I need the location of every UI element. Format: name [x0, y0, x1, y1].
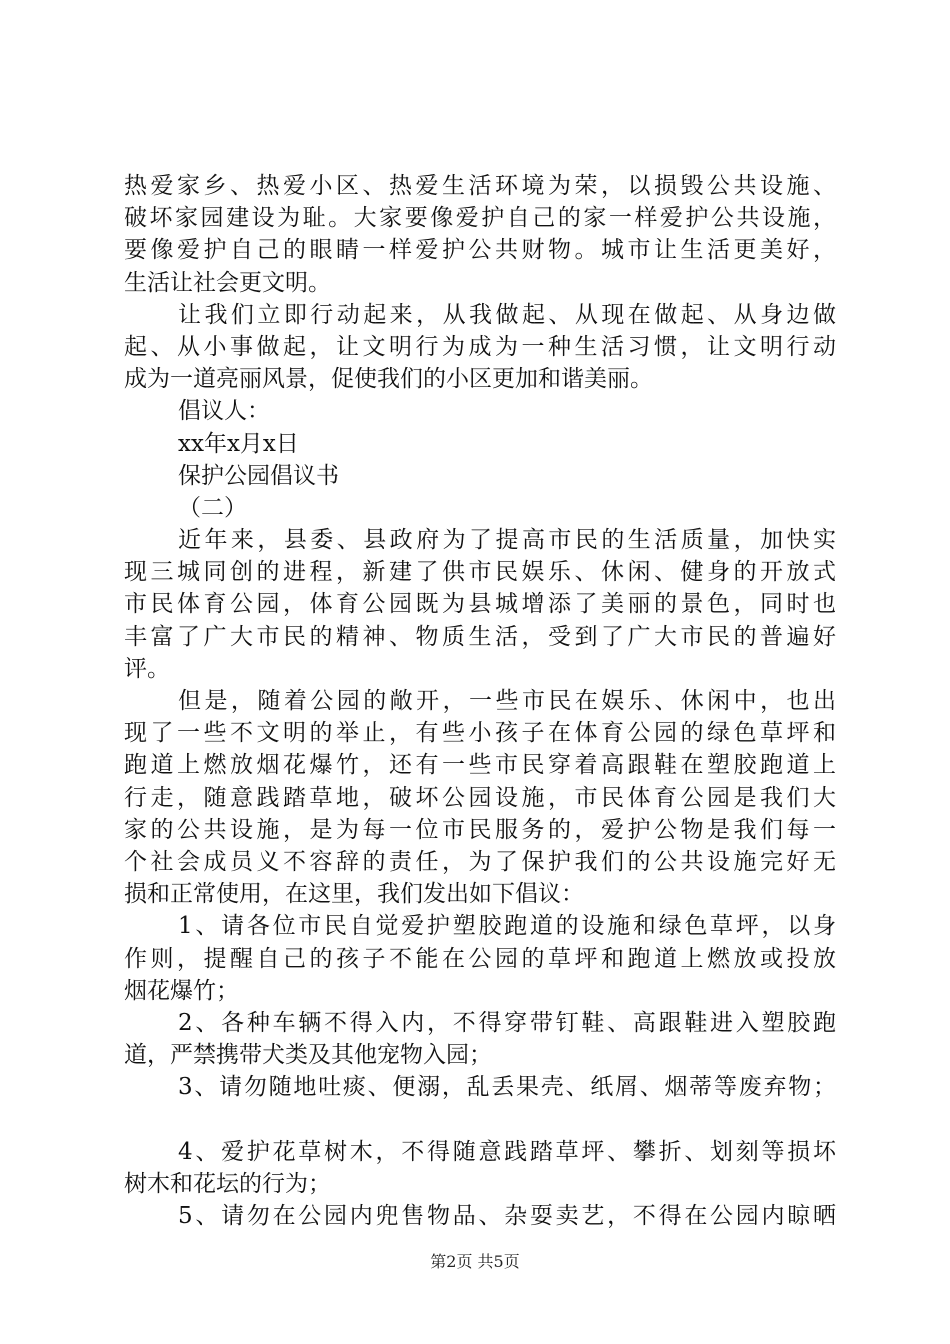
page-number: 第2页 共5页: [430, 1252, 520, 1271]
page-footer: [0, 1249, 950, 1272]
text-line: 个社会成员义不容辞的责任，为了保护我们的公共设施完好无: [124, 848, 836, 875]
list-item-1: 1、请各位市民自觉爱护塑胶跑道的设施和绿色草坪，以身: [178, 913, 836, 940]
list-item-3: 3、请勿随地吐痰、便溺，乱丢果壳、纸屑、烟蒂等废弃物；: [178, 1074, 836, 1101]
section-number: （二）: [178, 494, 247, 521]
text-line: 损和正常使用，在这里，我们发出如下倡议：: [124, 881, 584, 908]
text-line: 市民体育公园，体育公园既为县城增添了美丽的景色，同时也: [124, 591, 836, 618]
text-line: 跑道上燃放烟花爆竹，还有一些市民穿着高跟鞋在塑胶跑道上: [124, 752, 836, 779]
text-line: 但是，随着公园的敞开，一些市民在娱乐、休闲中，也出: [178, 688, 836, 714]
text-line: 现了一些不文明的举止，有些小孩子在体育公园的绿色草坪和: [124, 720, 836, 747]
text-line: 热爱家乡、热爱小区、热爱生活环境为荣，以损毁公共设施、: [124, 173, 836, 199]
text-line: 生活让社会更文明。: [124, 269, 331, 296]
text-line: 成为一道亮丽风景，促使我们的小区更加和谐美丽。: [124, 366, 653, 393]
text-line: 现三城同创的进程，新建了供市民娱乐、休闲、健身的开放式: [124, 559, 836, 586]
text-line: 道，严禁携带犬类及其他宠物入园；: [124, 1042, 492, 1069]
text-line: 树木和花坛的行为；: [124, 1170, 331, 1197]
text-line: 作则，提醒自己的孩子不能在公园的草坪和跑道上燃放或投放: [124, 945, 836, 972]
text-line: 家的公共设施，是为每一位市民服务的，爱护公物是我们每一: [124, 816, 836, 843]
list-item-2: 2、各种车辆不得入内，不得穿带钉鞋、高跟鞋进入塑胶跑: [178, 1009, 836, 1036]
blank-line: [124, 1103, 836, 1135]
list-item-5: 5、请勿在公园内兜售物品、杂耍卖艺，不得在公园内晾晒: [178, 1203, 836, 1229]
date-line: xx年x月x日: [178, 430, 299, 457]
text-line: 起、从小事做起，让文明行为成为一种生活习惯，让文明行动: [124, 333, 836, 360]
text-line: 丰富了广大市民的精神、物质生活，受到了广大市民的普遍好: [124, 623, 836, 650]
text-line: 要像爱护自己的眼睛一样爱护公共财物。城市让生活更美好，: [124, 237, 836, 264]
text-line: 让我们立即行动起来，从我做起、从现在做起、从身边做: [178, 301, 836, 328]
text-line: 烟花爆竹；: [124, 977, 239, 1004]
list-item-4: 4、爱护花草树木，不得随意践踏草坪、攀折、划刻等损坏: [178, 1138, 836, 1165]
document-body: [124, 170, 836, 1232]
section-title: 保护公园倡议书: [178, 462, 339, 489]
signatory-label: 倡议人：: [178, 398, 270, 425]
text-line: 评。: [124, 655, 170, 682]
text-line: 近年来，县委、县政府为了提高市民的生活质量，加快实: [178, 527, 836, 554]
text-line: 行走，随意践踏草地，破坏公园设施，市民体育公园是我们大: [124, 784, 836, 811]
text-line: 破坏家园建设为耻。大家要像爱护自己的家一样爱护公共设施，: [124, 205, 836, 232]
